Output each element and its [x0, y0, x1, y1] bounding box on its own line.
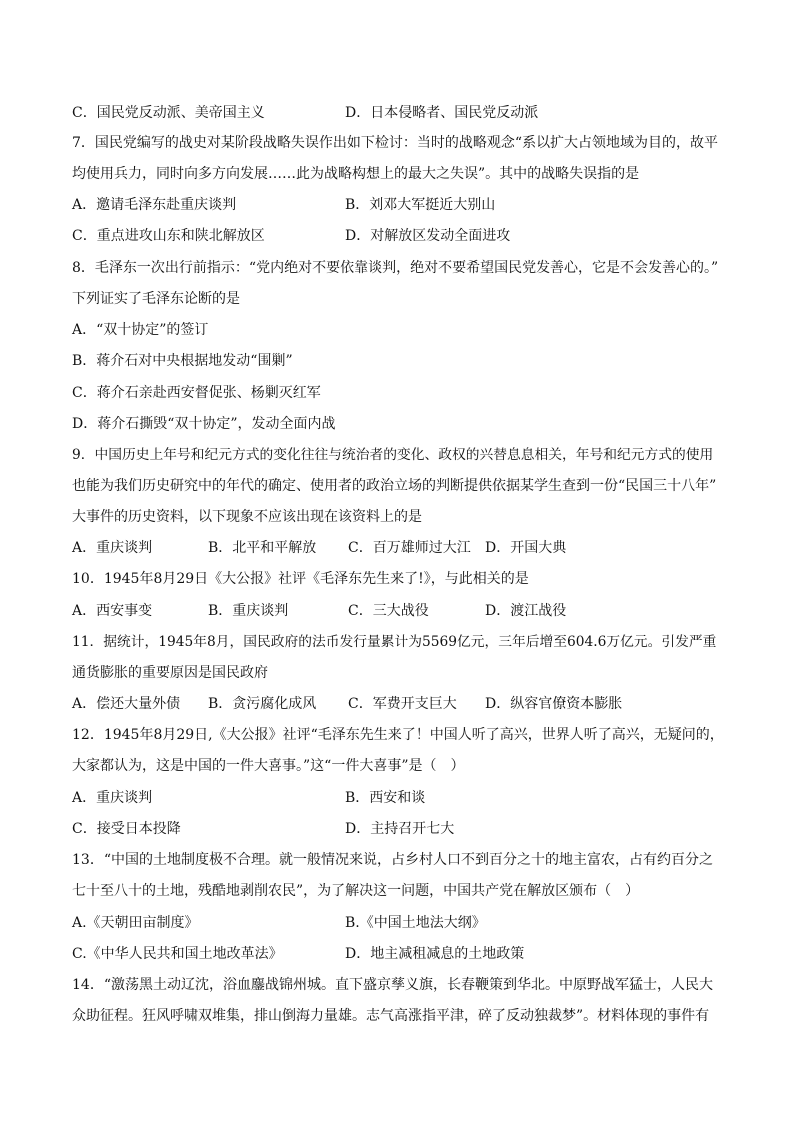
q11-option-c[interactable]: C．军费开支巨大 [348, 696, 457, 712]
q10-stem: 10．1945年8月29日《大公报》社评《毛泽东先生来了!》，与此相关的是 [72, 571, 529, 587]
q8-option-c[interactable]: C．蒋介石亲赴西安督促张、杨剿灭红军 [72, 385, 321, 401]
q10-option-c[interactable]: C．三大战役 [348, 603, 429, 619]
q11-option-b[interactable]: B．贪污腐化成风 [208, 696, 317, 712]
q13-stem-line-1: 13．“中国的土地制度极不合理。就一般情况来说，占乡村人口不到百分之十的地主富农，占有约百分之 [72, 852, 713, 868]
q9-stem-line-2: 也能为我们历史研究中的年代的确定、使用者的政治立场的判断提供依据某学生查到一份“民国三十八年” [72, 478, 717, 494]
q12-stem-line-2: 大家都认为，这是中国的一件大喜事。”这“一件大喜事”是（ ） [72, 758, 465, 774]
q10-option-b[interactable]: B．重庆谈判 [208, 603, 289, 619]
q6-option-c[interactable]: C．国民党反动派、美帝国主义 [72, 105, 265, 121]
q14-stem-line-1: 14．“激荡黑土动辽沈，浴血鏖战锦州城。直下盛京孳义旗，长春鞭策到华北。中原野战军猛士，人民大 [72, 977, 713, 993]
q7-option-b[interactable]: B．刘邓大军挺近大别山 [345, 197, 496, 213]
q7-option-a[interactable]: A．邀请毛泽东赴重庆谈判 [72, 197, 237, 213]
q13-option-d[interactable]: D．地主减租减息的土地政策 [345, 946, 525, 962]
q11-option-a[interactable]: A．偿还大量外债 [72, 696, 181, 712]
q7-option-c[interactable]: C．重点进攻山东和陕北解放区 [72, 228, 265, 244]
q8-stem-line-1: 8．毛泽东一次出行前指示：“党内绝对不要依靠谈判，绝对不要希望国民党发善心，它是不会发善心的。” [72, 260, 719, 276]
q9-option-d[interactable]: D．开国大典 [485, 540, 567, 556]
q13-option-a[interactable]: A.《天朝田亩制度》 [72, 915, 199, 931]
q8-option-b[interactable]: B．蒋介石对中央根据地发动“围剿” [72, 353, 293, 369]
q12-option-d[interactable]: D．主持召开七大 [345, 821, 455, 837]
q8-stem-line-2: 下列证实了毛泽东论断的是 [72, 291, 240, 307]
q14-stem-line-2: 众助征程。狂风呼啸双堆集，排山倒海力量雄。志气高涨指平津，碎了反动独裁梦”。材料体现的事件有 [72, 1008, 710, 1024]
q6-option-d[interactable]: D．日本侵略者、国民党反动派 [345, 105, 539, 121]
q11-stem-line-1: 11．据统计，1945年8月，国民政府的法币发行量累计为5569亿元，三年后增至604.6万亿元。引发严重 [72, 634, 717, 650]
q7-stem-line-2: 均使用兵力，同时向多方向发展……此为战略构想上的最大之失误”。其中的战略失误指的是 [72, 166, 640, 182]
q13-stem-line-2: 七十至八十的土地，残酷地剥削农民”，为了解决这一问题，中国共产党在解放区颁布（ ） [72, 883, 640, 899]
q11-stem-line-2: 通货膨胀的重要原因是国民政府 [72, 665, 268, 681]
q10-option-d[interactable]: D．渡江战役 [485, 603, 567, 619]
q9-option-a[interactable]: A．重庆谈判 [72, 540, 153, 556]
q9-stem-line-3: 大事件的历史资料，以下现象不应该出现在该资料上的是 [72, 509, 422, 525]
q7-stem-line-1: 7．国民党编写的战史对某阶段战略失误作出如下检讨：当时的战略观念“系以扩大占领地域为目的，故平 [72, 135, 719, 151]
q11-option-d[interactable]: D．纵容官僚资本膨胀 [485, 696, 623, 712]
q8-option-d[interactable]: D．蒋介石撕毁“双十协定”，发动全面内战 [72, 416, 336, 432]
q12-option-a[interactable]: A．重庆谈判 [72, 790, 153, 806]
q9-option-c[interactable]: C．百万雄师过大江 [348, 540, 471, 556]
q12-option-b[interactable]: B．西安和谈 [345, 790, 426, 806]
q9-stem-line-1: 9．中国历史上年号和纪元方式的变化往往与统治者的变化、政权的兴替息息相关，年号和纪元方式的使用 [72, 447, 714, 463]
q12-stem-line-1: 12．1945年8月29日,《大公报》社评“毛泽东先生来了！中国人听了高兴，世界人听了高兴，无疑问的， [72, 727, 724, 743]
q13-option-c[interactable]: C.《中华人民共和国土地改革法》 [72, 946, 283, 962]
q8-option-a[interactable]: A．“双十协定”的签订 [72, 322, 209, 338]
q9-option-b[interactable]: B．北平和平解放 [208, 540, 317, 556]
q13-option-b[interactable]: B.《中国土地法大纲》 [345, 915, 486, 931]
q7-option-d[interactable]: D．对解放区发动全面进攻 [345, 228, 511, 244]
q10-option-a[interactable]: A．西安事变 [72, 603, 153, 619]
q12-option-c[interactable]: C．接受日本投降 [72, 821, 181, 837]
